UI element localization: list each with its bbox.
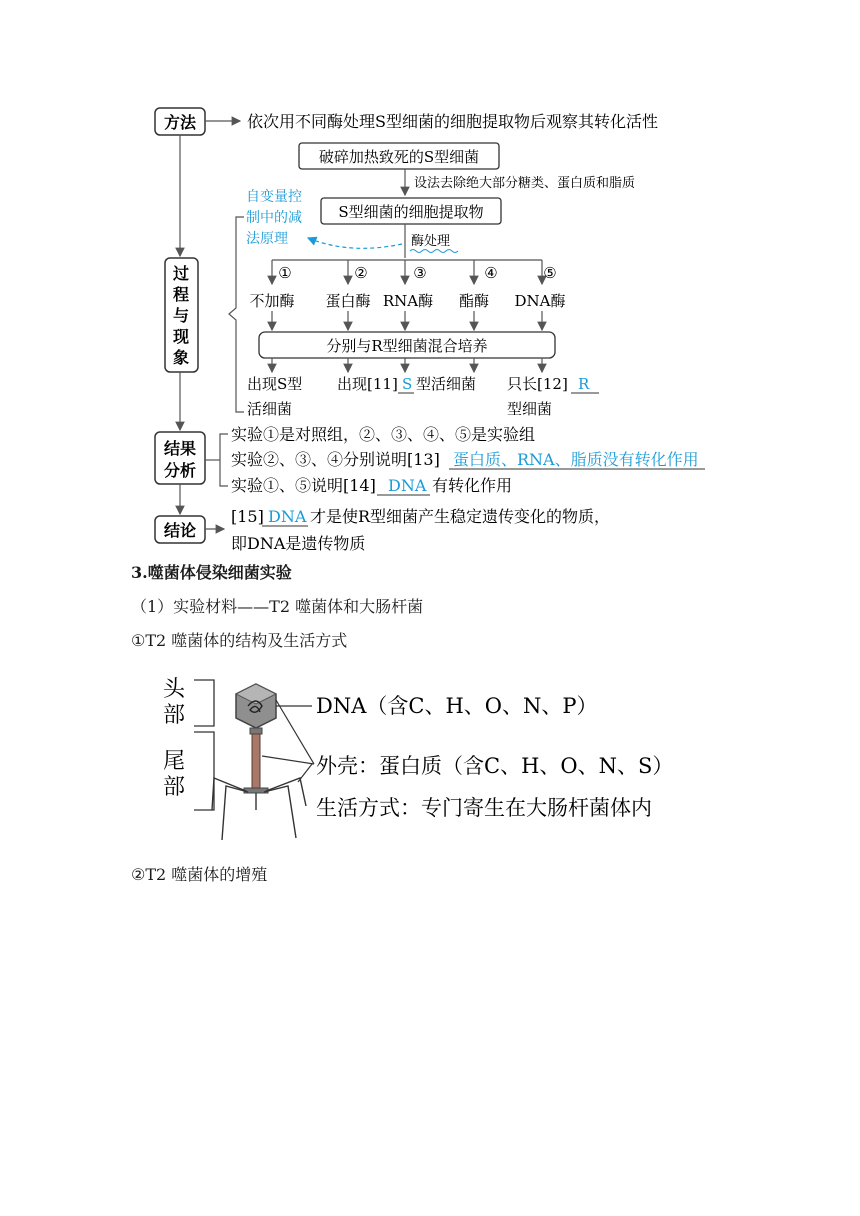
head-label-2: 部 xyxy=(162,703,186,728)
branch-label-2: 蛋白酶 xyxy=(325,292,371,310)
subsection-1: （1）实验材料——T2 噬菌体和大肠杆菌 xyxy=(131,597,424,616)
phage-tail xyxy=(252,734,260,788)
branch-label-5: DNA酶 xyxy=(514,292,566,310)
process-char-4: 现 xyxy=(172,327,190,346)
branch-label-3: RNA酶 xyxy=(382,292,434,310)
conclusion-line2: 即DNA是遗传物质 xyxy=(231,534,366,553)
result3-pre: 实验①、⑤说明[14] xyxy=(231,476,376,495)
outcome1-line2: 活细菌 xyxy=(247,400,293,418)
tail-label-2: 部 xyxy=(162,775,186,800)
branch-label-4: 酯酶 xyxy=(458,292,490,310)
branch-num-2: ② xyxy=(354,264,368,282)
branch-num-4: ④ xyxy=(484,264,498,282)
outcome1-line1: 出现S型 xyxy=(247,375,303,393)
result2-pre: 实验②、③、④分别说明[13] xyxy=(231,450,440,469)
result1-text: 实验①是对照组，②、③、④、⑤是实验组 xyxy=(231,425,536,444)
enzyme-treat-label: 酶处理 xyxy=(411,234,451,249)
tail-label-1: 尾 xyxy=(162,749,186,774)
side-note-3: 法原理 xyxy=(246,231,288,247)
transformation-flowchart xyxy=(0,0,860,560)
mix-text: 分别与R型细菌混合培养 xyxy=(326,337,488,355)
item-2: ②T2 噬菌体的增殖 xyxy=(131,865,268,884)
result2-answer: 蛋白质、RNA、脂质没有转化作用 xyxy=(453,450,699,469)
conclusion-answer: DNA xyxy=(268,507,307,526)
step1-text: 破碎加热致死的S型细菌 xyxy=(318,148,480,166)
outcome2-post: 型活细菌 xyxy=(416,375,477,393)
conclusion-pre: [15] xyxy=(231,507,264,526)
step1-note: 设法去除绝大部分糖类、蛋白质和脂质 xyxy=(414,176,636,191)
phage-structure-diagram xyxy=(0,660,860,850)
step2-text: S型细菌的细胞提取物 xyxy=(338,203,484,221)
item-1: ①T2 噬菌体的结构及生活方式 xyxy=(131,631,348,650)
result-label-2: 分析 xyxy=(163,461,197,480)
result-label-1: 结果 xyxy=(163,439,197,458)
method-text: 依次用不同酶处理S型细菌的细胞提取物后观察其转化活性 xyxy=(247,112,658,131)
branch-label-1: 不加酶 xyxy=(249,292,295,310)
outcome3-post: 型细菌 xyxy=(507,400,553,418)
section-heading: 3.噬菌体侵染细菌实验 xyxy=(131,563,292,582)
side-note-1: 自变量控 xyxy=(246,189,302,205)
phage-head xyxy=(236,684,276,728)
branch-num-5: ⑤ xyxy=(543,264,557,282)
shell-text: 外壳：蛋白质（含C、H、O、N、S） xyxy=(316,754,674,778)
dna-text: DNA（含C、H、O、N、P） xyxy=(316,694,598,718)
process-char-1: 过 xyxy=(172,264,190,283)
branch-num-1: ① xyxy=(278,264,292,282)
result3-post: 有转化作用 xyxy=(432,476,513,495)
method-label: 方法 xyxy=(163,113,197,132)
outcome3-answer: R xyxy=(578,375,590,393)
side-note-2: 制中的减 xyxy=(246,210,302,226)
conclusion-label: 结论 xyxy=(163,521,197,540)
head-label-1: 头 xyxy=(162,677,186,702)
outcome2-pre: 出现[11] xyxy=(337,375,398,393)
conclusion-post: 才是使R型细菌产生稳定遗传变化的物质， xyxy=(310,507,611,526)
process-char-3: 与 xyxy=(172,306,190,325)
branch-num-3: ③ xyxy=(413,264,427,282)
process-char-2: 程 xyxy=(172,285,190,304)
process-char-5: 象 xyxy=(172,348,190,367)
outcome3-pre: 只长[12] xyxy=(507,375,568,393)
outcome2-answer: S xyxy=(402,375,413,393)
life-text: 生活方式：专门寄生在大肠杆菌体内 xyxy=(316,796,652,820)
result3-answer: DNA xyxy=(388,476,427,495)
